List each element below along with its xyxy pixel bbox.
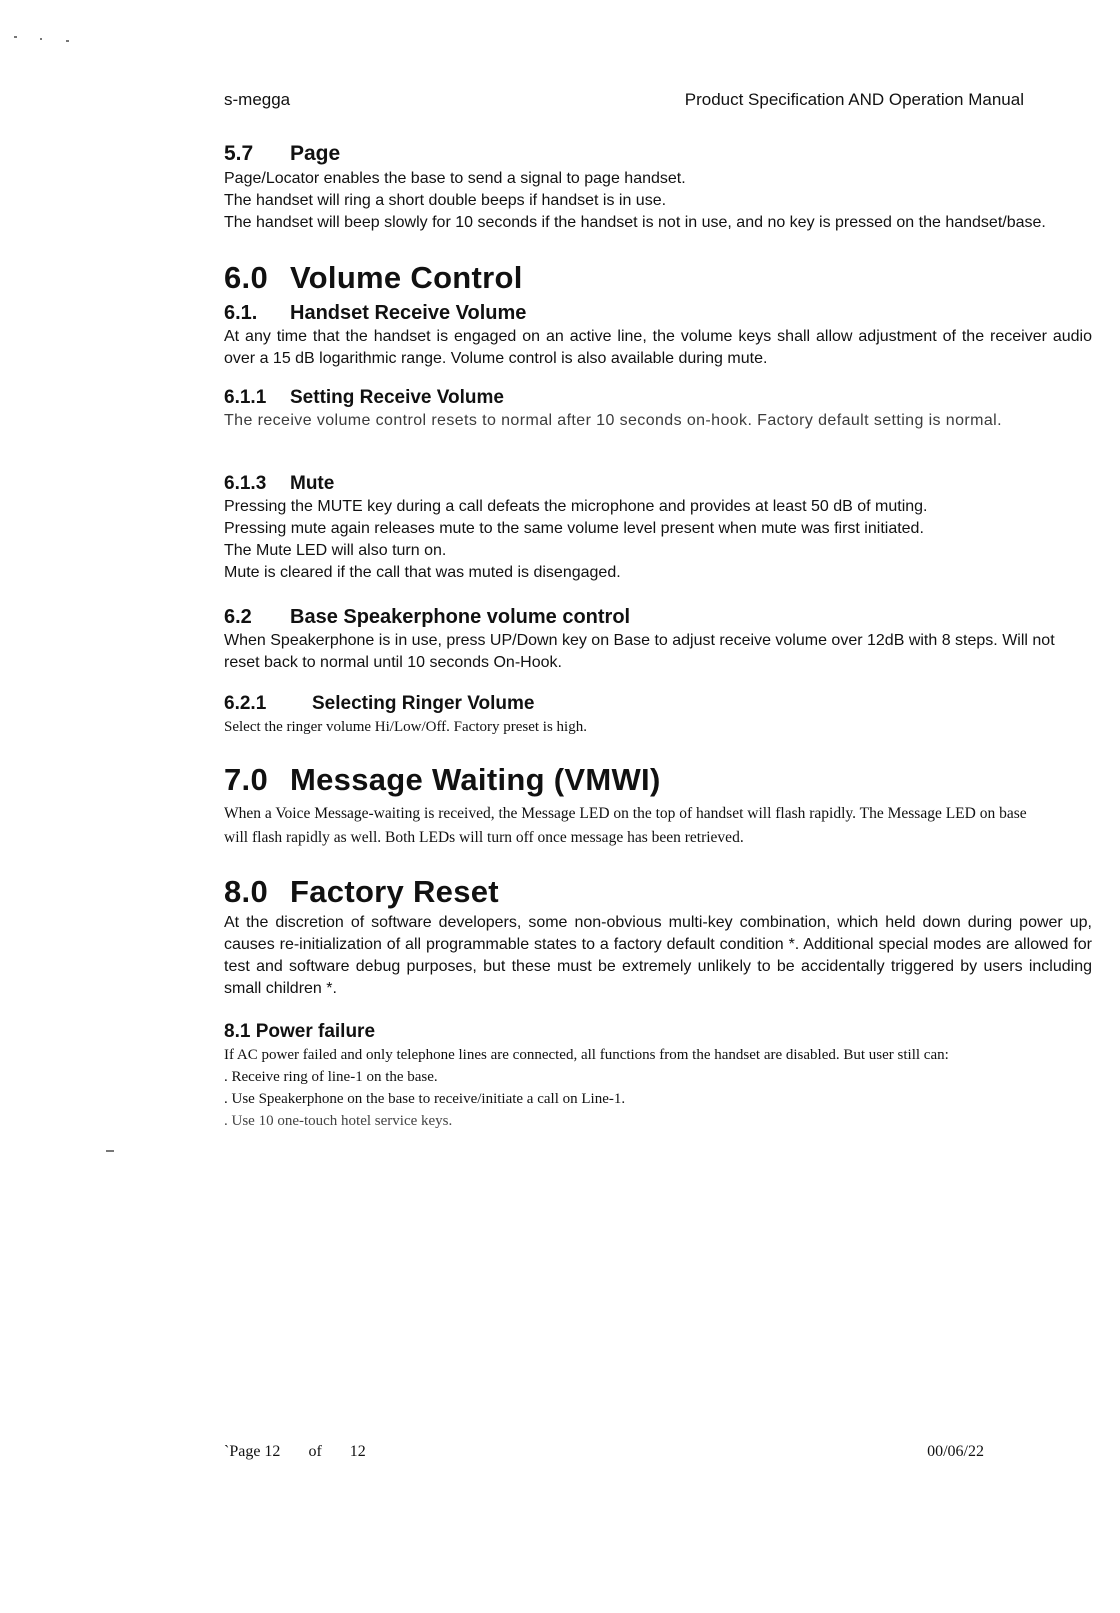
paragraph-line: The Mute LED will also turn on. (224, 542, 447, 559)
chapter-number: 8.0 (224, 874, 268, 909)
section-7-0-message-waiting (224, 762, 1092, 850)
section-heading (224, 386, 1092, 410)
paragraph: When Speakerphone is in use, press UP/Down key on Base to adjust receive volume over 12dB with 8 steps. Will not reset back to normal until 10 seconds On-Hook. (224, 632, 1055, 671)
chapter-number: 7.0 (224, 762, 268, 797)
chapter-heading (224, 260, 1092, 296)
section-title: Setting Receive Volume (290, 387, 504, 408)
chapter-title: Message Waiting (VMWI) (290, 762, 661, 797)
section-number: 6.1.1 (224, 387, 267, 408)
section-number: 6.2 (224, 606, 252, 628)
section-6-0-volume-control (224, 260, 1092, 296)
footer-date: 00/06/22 (927, 1443, 984, 1460)
section-number: 6.1.3 (224, 473, 267, 494)
page-of-label: of (308, 1443, 322, 1460)
paragraph-line: The handset will beep slowly for 10 seconds if the handset is not in use, and no key is pressed on the handset/base. (224, 214, 1046, 231)
paragraph-line: Page/Locator enables the base to send a signal to page handset. (224, 170, 686, 187)
page-number: `Page 12 (224, 1443, 281, 1460)
list-item: . Use 10 one-touch hotel service keys. (224, 1113, 453, 1129)
chapter-number: 6.0 (224, 260, 268, 295)
section-title: Power failure (255, 1021, 376, 1042)
paragraph: Select the ringer volume Hi/Low/Off. Factory preset is high. (224, 719, 587, 735)
list-item: . Use Speakerphone on the base to receive/initiate a call on Line-1. (224, 1091, 626, 1107)
section-number: 6.2.1 (224, 693, 267, 714)
paragraph-line: Pressing mute again releases mute to the same volume level present when mute was first initiated. (224, 520, 924, 537)
section-heading (224, 472, 1092, 496)
page-footer (224, 1443, 984, 1467)
paragraph: If AC power failed and only telephone lines are connected, all functions from the handset are disabled. But user still can: (224, 1047, 949, 1063)
section-8-0-factory-reset (224, 874, 1092, 1000)
section-heading (224, 692, 1092, 716)
paragraph: When a Voice Message-waiting is received, the Message LED on the top of handset will flash rapidly. The Message LED on base will flash rapidly as well. Both LEDs will turn off once message has been retrieved. (224, 805, 1027, 846)
chapter-title: Factory Reset (290, 874, 499, 909)
section-8-1-power-failure (224, 1020, 1092, 1132)
section-number: 8.1 (224, 1021, 251, 1042)
section-6-1-3-mute (224, 472, 1092, 584)
section-title: Page (290, 142, 341, 165)
chapter-title: Volume Control (290, 260, 523, 295)
section-heading (224, 1020, 1092, 1044)
section-6-1-handset-receive-volume (224, 300, 1092, 370)
section-5-7-page (224, 140, 1092, 234)
chapter-heading (224, 762, 1092, 798)
scan-speck (66, 40, 69, 42)
section-title: Mute (290, 473, 335, 494)
scan-speck (14, 36, 17, 38)
section-number: 6.1. (224, 302, 258, 324)
section-heading (224, 140, 1092, 168)
header-document-title: Product Specification AND Operation Manual (684, 90, 1024, 109)
scan-speck (106, 1150, 114, 1152)
header-product-name: s-megga (224, 90, 291, 109)
chapter-heading (224, 874, 1092, 910)
paragraph: At the discretion of software developers, some non-obvious multi-key combination, which held down during power up, causes re-initialization of all programmable states to a factory default condition *. Additional special modes are allowed for test and software debug purposes, but these must be extremely unlikely to be accidentally triggered by users including small children *. (224, 914, 1092, 997)
section-title: Selecting Ringer Volume (312, 693, 535, 714)
scan-speck (40, 38, 42, 40)
page-counter (224, 1443, 366, 1461)
section-6-2-1-selecting-ringer-volume (224, 692, 1092, 738)
page-header (224, 90, 1024, 114)
paragraph-line: The handset will ring a short double beeps if handset is in use. (224, 192, 667, 209)
section-6-2-base-speakerphone-volume (224, 604, 1092, 674)
section-heading (224, 604, 1092, 630)
document-body (224, 140, 1092, 1132)
section-number: 5.7 (224, 142, 254, 165)
list-item: . Receive ring of line-1 on the base. (224, 1069, 438, 1085)
section-title: Handset Receive Volume (290, 302, 527, 324)
paragraph: At any time that the handset is engaged on an active line, the volume keys shall allow adjustment of the receiver audio over a 15 dB logarithmic range. Volume control is also available during mute. (224, 328, 1092, 367)
paragraph-line: Mute is cleared if the call that was muted is disengaged. (224, 564, 621, 581)
section-6-1-1-setting-receive-volume (224, 386, 1092, 432)
page-total: 12 (349, 1443, 366, 1460)
paragraph-line: Pressing the MUTE key during a call defeats the microphone and provides at least 50 dB of muting. (224, 498, 928, 515)
section-heading (224, 300, 1092, 326)
section-title: Base Speakerphone volume control (290, 606, 631, 628)
paragraph: The receive volume control resets to normal after 10 seconds on-hook. Factory default setting is normal. (224, 412, 1002, 429)
